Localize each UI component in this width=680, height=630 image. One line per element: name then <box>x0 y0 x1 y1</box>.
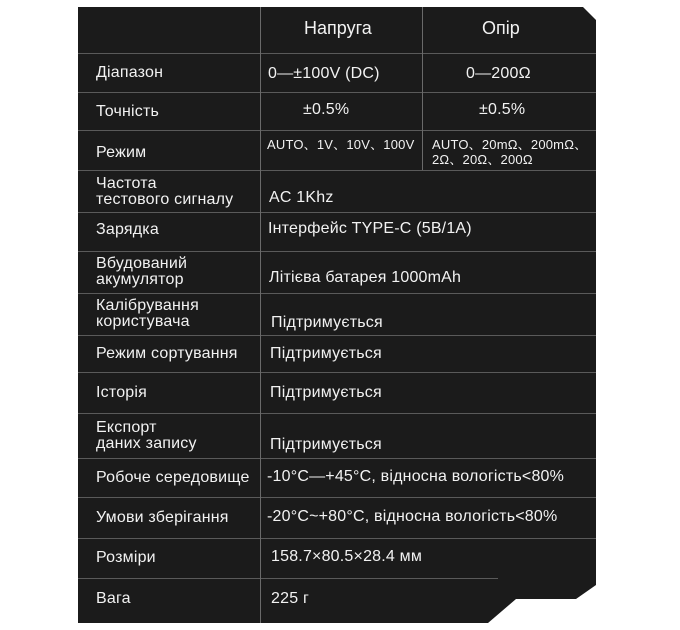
row-separator <box>78 212 596 213</box>
header-voltage: Напруга <box>304 18 372 38</box>
accuracy-resistance-value: ±0.5% <box>479 101 526 118</box>
row-separator <box>78 335 596 336</box>
operating-environment-value: -10°C—+45°C, відносна вологість<80% <box>267 468 565 485</box>
row-separator <box>78 92 596 93</box>
row-label-weight: Вага <box>96 590 131 607</box>
export-value: Підтримується <box>270 436 382 453</box>
row-separator <box>78 293 596 294</box>
mode-voltage-value: AUTO、1V、10V、100V <box>267 137 415 152</box>
dimensions-value: 158.7×80.5×28.4 мм <box>271 548 423 565</box>
row-separator <box>78 578 498 579</box>
calibration-value: Підтримується <box>271 314 383 331</box>
row-separator <box>78 53 596 54</box>
value-column-divider <box>422 53 423 170</box>
test-frequency-value: AC 1Khz <box>269 189 334 206</box>
row-label-battery-line1: Вбудований <box>96 255 188 272</box>
row-label-test-frequency-line2: тестового сигналу <box>96 191 234 208</box>
row-label-charging: Зарядка <box>96 221 159 238</box>
row-separator <box>78 458 596 459</box>
row-label-range: Діапазон <box>96 64 164 81</box>
row-separator <box>78 170 596 171</box>
row-label-mode: Режим <box>96 144 147 161</box>
row-label-calibration-line1: Калібрування <box>96 297 199 314</box>
header-resistance: Опір <box>482 18 520 38</box>
header-divider-left <box>260 7 261 53</box>
row-separator <box>78 413 596 414</box>
row-separator <box>78 130 596 131</box>
label-column-divider <box>260 53 261 623</box>
row-label-operating-environment: Робоче середовище <box>96 469 250 486</box>
accuracy-voltage-value: ±0.5% <box>303 101 350 118</box>
row-separator <box>78 372 596 373</box>
sorting-mode-value: Підтримується <box>270 345 382 362</box>
row-label-export-line2: даних запису <box>96 435 197 452</box>
row-label-dimensions: Розміри <box>96 549 156 566</box>
weight-value: 225 г <box>271 590 309 607</box>
row-label-accuracy: Точність <box>96 103 160 120</box>
row-label-calibration-line2: користувача <box>96 313 190 330</box>
row-label-history: Історія <box>96 384 148 401</box>
row-label-test-frequency-line1: Частота <box>96 175 157 192</box>
row-separator <box>78 538 596 539</box>
row-label-battery-line2: акумулятор <box>96 271 184 288</box>
row-label-storage-conditions: Умови зберігання <box>96 509 229 526</box>
storage-conditions-value: -20°C~+80°C, відносна вологість<80% <box>267 508 558 525</box>
mode-resistance-value-line1: AUTO、20mΩ、200mΩ、 <box>432 137 588 152</box>
history-value: Підтримується <box>270 384 382 401</box>
row-separator <box>78 251 596 252</box>
charging-value: Інтерфейс TYPE-C (5В/1А) <box>268 220 472 237</box>
mode-resistance-value-line2: 2Ω、20Ω、200Ω <box>432 152 533 167</box>
row-label-export-line1: Експорт <box>96 419 157 436</box>
header-divider-right <box>422 7 423 53</box>
battery-value: Літієва батарея 1000mAh <box>269 269 462 286</box>
range-resistance-value: 0—200Ω <box>466 65 531 82</box>
range-voltage-value: 0—±100V (DC) <box>268 65 380 82</box>
row-label-sorting-mode: Режим сортування <box>96 345 238 362</box>
row-separator <box>78 497 596 498</box>
